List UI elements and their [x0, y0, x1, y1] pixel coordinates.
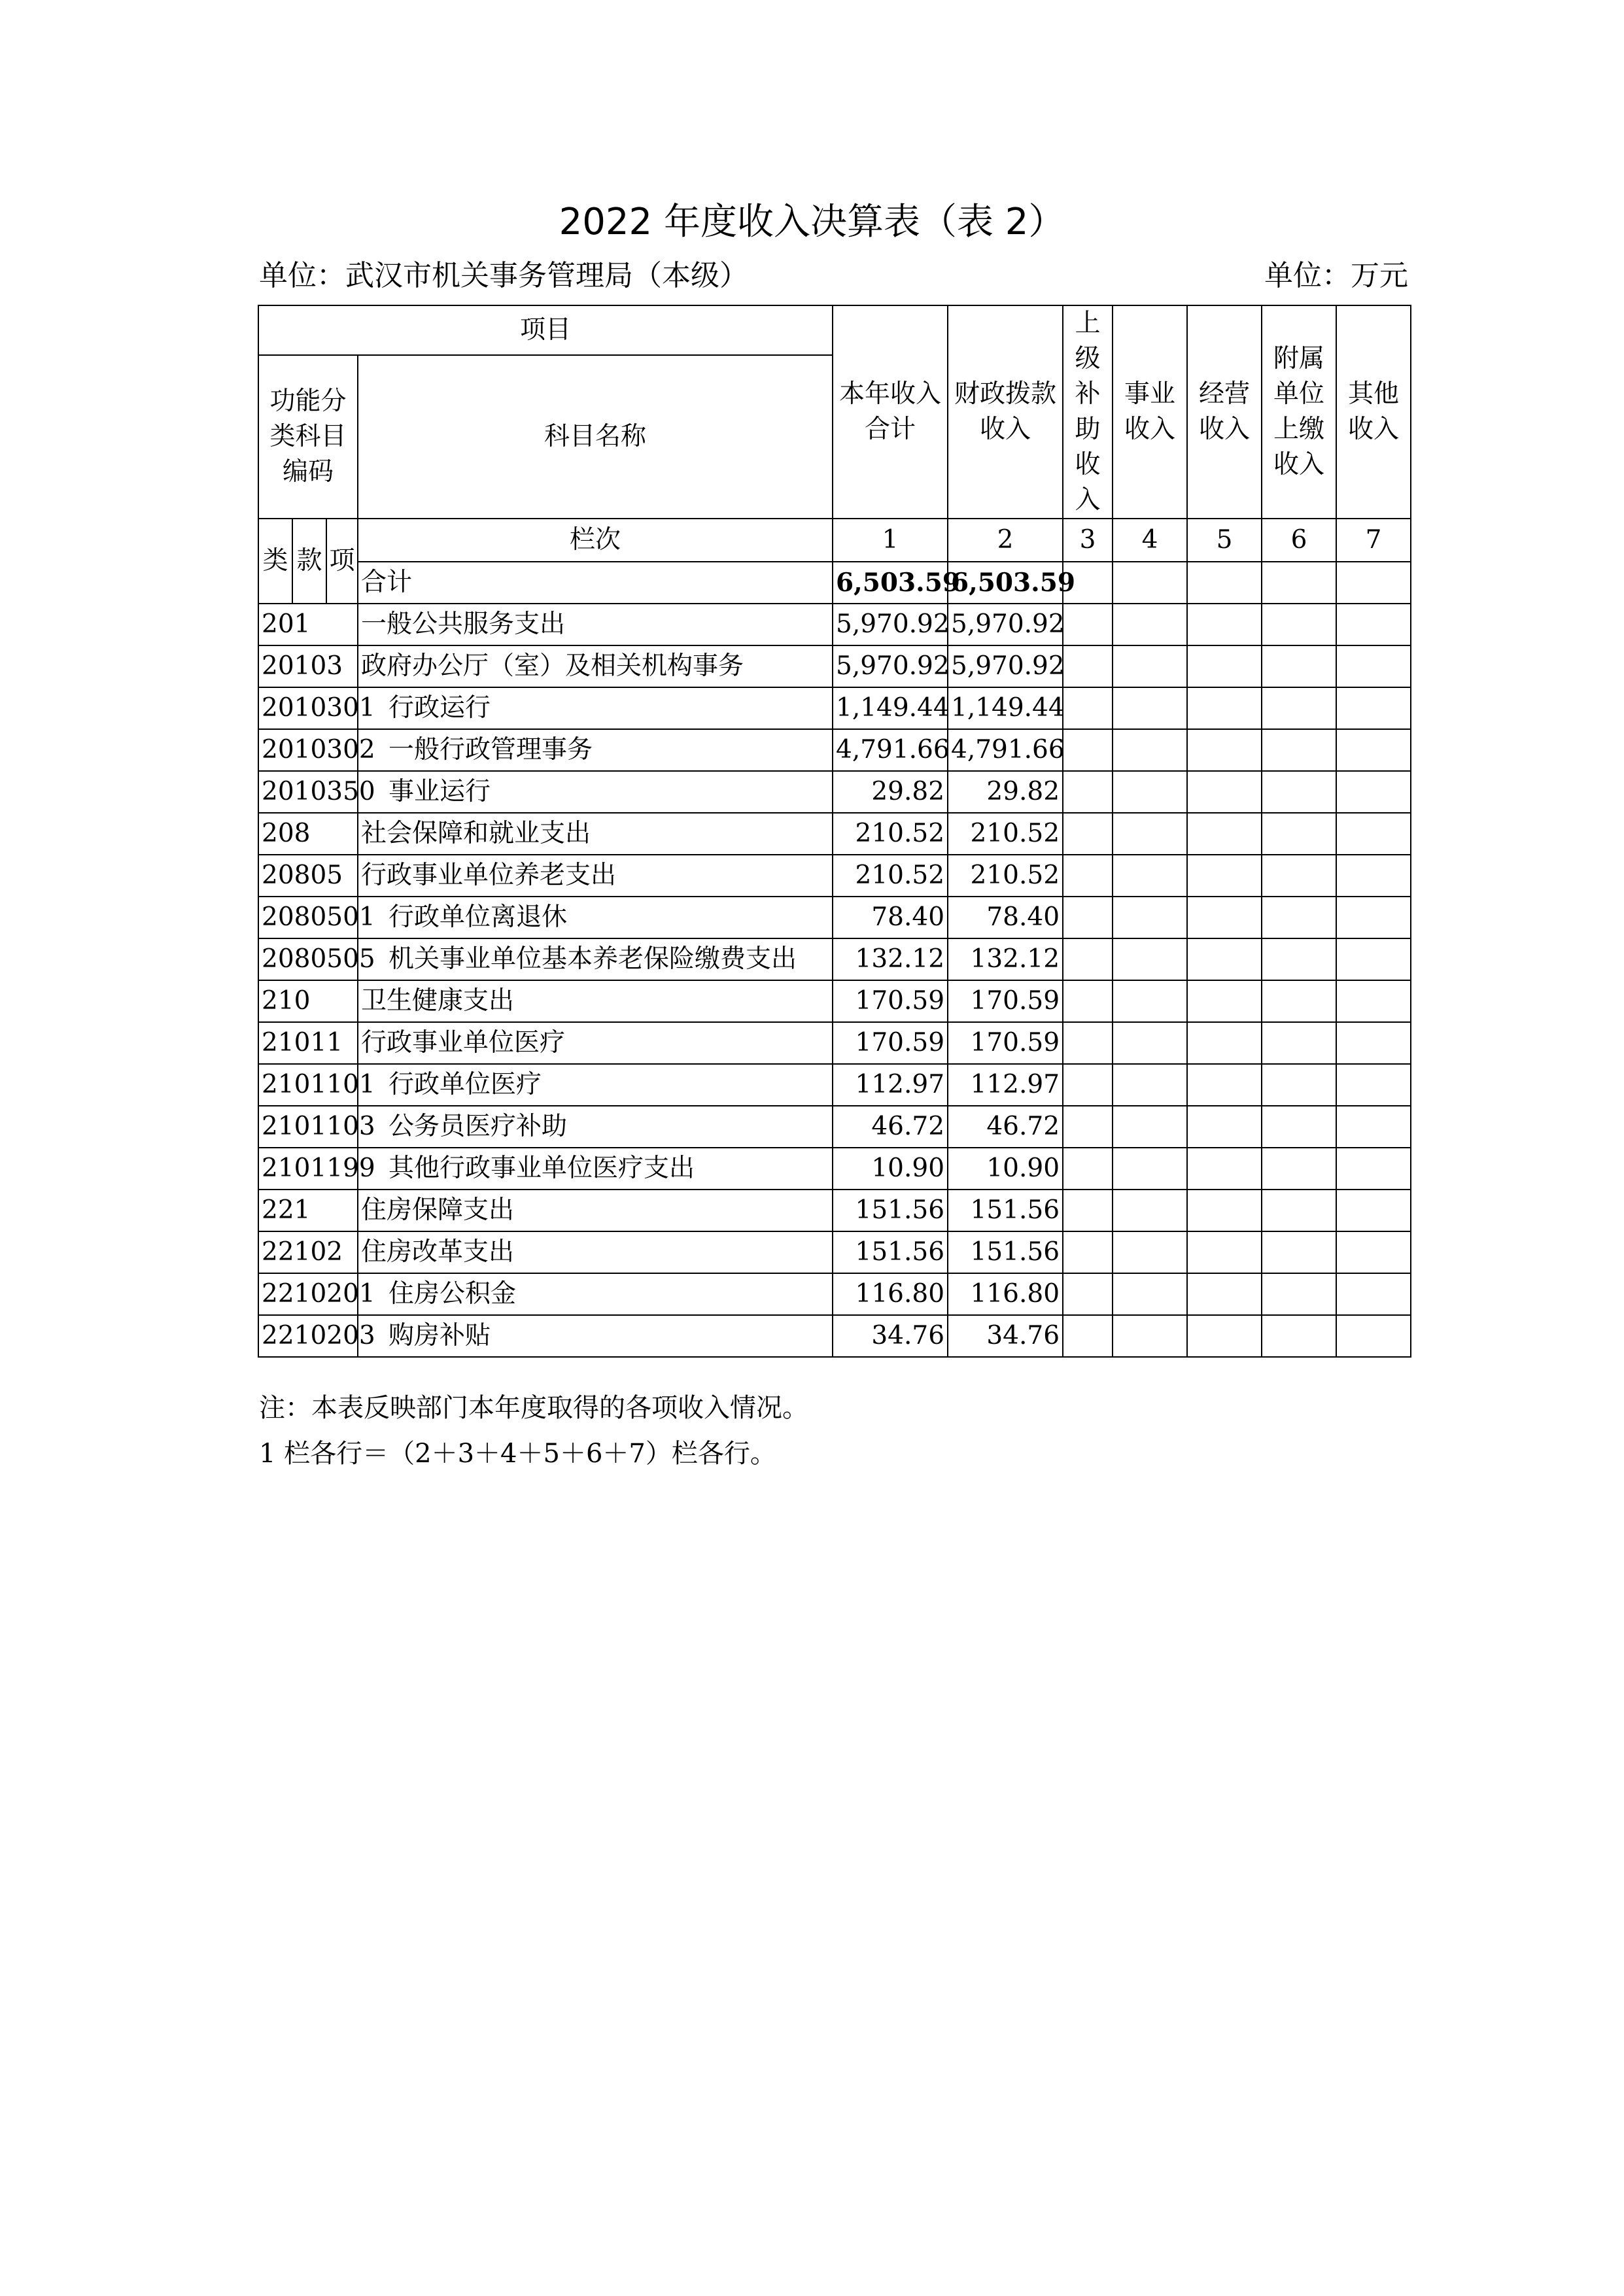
empty-cell	[1187, 1190, 1262, 1231]
total-income-value: 210.52	[833, 855, 948, 897]
empty-cell	[1187, 1273, 1262, 1315]
table-row	[258, 1022, 1411, 1064]
empty-cell	[1336, 1231, 1411, 1273]
subject-code: 201	[258, 604, 358, 645]
empty-cell	[1336, 897, 1411, 938]
empty-cell	[1336, 855, 1411, 897]
empty-cell	[1063, 1106, 1113, 1148]
subject-name: 行政单位离退休	[358, 897, 833, 938]
subject-code: 20805	[258, 855, 358, 897]
subject-code: 2080505	[258, 938, 358, 980]
subject-name: 机关事业单位基本养老保险缴费支出	[358, 938, 833, 980]
empty-cell	[1113, 1022, 1187, 1064]
empty-cell	[1187, 1022, 1262, 1064]
table-row	[258, 897, 1411, 938]
empty-cell	[1262, 1022, 1336, 1064]
subject-code: 2101101	[258, 1064, 358, 1106]
fiscal-income-value: 29.82	[948, 771, 1063, 813]
table-row	[258, 1190, 1411, 1231]
subject-name: 行政事业单位养老支出	[358, 855, 833, 897]
empty-cell	[1336, 604, 1411, 645]
header-func-code: 功能分类科目编码	[258, 355, 358, 519]
empty-cell	[1063, 938, 1113, 980]
empty-cell	[1063, 1315, 1113, 1357]
empty-cell	[1063, 687, 1113, 729]
empty-cell	[1262, 604, 1336, 645]
subject-name: 卫生健康支出	[358, 980, 833, 1022]
fiscal-income-value: 210.52	[948, 813, 1063, 855]
empty-cell	[1336, 1315, 1411, 1357]
subject-name: 行政单位医疗	[358, 1064, 833, 1106]
empty-cell	[1336, 687, 1411, 729]
table-row	[258, 729, 1411, 771]
empty-cell	[1262, 1231, 1336, 1273]
empty-cell	[1262, 938, 1336, 980]
fiscal-income-value: 170.59	[948, 1022, 1063, 1064]
subject-code: 210	[258, 980, 358, 1022]
total-income-value: 170.59	[833, 1022, 948, 1064]
empty-cell	[1187, 1148, 1262, 1190]
empty-cell	[1113, 645, 1187, 687]
total-income-value: 4,791.66	[833, 729, 948, 771]
table-row	[258, 604, 1411, 645]
empty-cell	[1187, 938, 1262, 980]
empty-cell	[1063, 1273, 1113, 1315]
empty-cell	[1262, 1064, 1336, 1106]
header-affiliated: 附属单位上缴收入	[1262, 305, 1336, 519]
empty-cell	[1336, 645, 1411, 687]
empty-cell	[1336, 1273, 1411, 1315]
empty-cell	[1063, 1022, 1113, 1064]
footnote-1: 注：本表反映部门本年度取得的各项收入情况。	[259, 1393, 808, 1423]
empty-cell	[1336, 938, 1411, 980]
subject-code: 2080501	[258, 897, 358, 938]
fiscal-income-value: 5,970.92	[948, 604, 1063, 645]
empty-cell	[1336, 1022, 1411, 1064]
empty-cell	[1113, 813, 1187, 855]
fiscal-income-value: 132.12	[948, 938, 1063, 980]
header-lei: 类	[258, 519, 292, 604]
empty-cell	[1063, 980, 1113, 1022]
empty-cell	[1063, 1148, 1113, 1190]
fiscal-income-value: 151.56	[948, 1231, 1063, 1273]
empty-cell	[1262, 729, 1336, 771]
empty-cell	[1113, 604, 1187, 645]
empty-cell	[1262, 645, 1336, 687]
empty-cell	[1113, 855, 1187, 897]
fiscal-income-value: 10.90	[948, 1148, 1063, 1190]
empty-cell	[1262, 897, 1336, 938]
subject-code: 208	[258, 813, 358, 855]
income-table	[258, 305, 1411, 1358]
empty-cell	[1187, 604, 1262, 645]
total-fiscal: 6,503.59	[948, 562, 1063, 604]
table-row	[258, 645, 1411, 687]
header-lanci: 栏次	[358, 519, 833, 562]
subject-name: 购房补贴	[358, 1315, 833, 1357]
empty-cell	[1187, 645, 1262, 687]
total-income-value: 10.90	[833, 1148, 948, 1190]
header-row-1	[258, 305, 1411, 355]
col-num: 1	[833, 519, 948, 562]
total-income-value: 78.40	[833, 897, 948, 938]
total-income-value: 210.52	[833, 813, 948, 855]
col-num: 4	[1113, 519, 1187, 562]
total-income-value: 5,970.92	[833, 604, 948, 645]
subject-code: 2010302	[258, 729, 358, 771]
empty-cell	[1262, 687, 1336, 729]
subject-code: 2010301	[258, 687, 358, 729]
fiscal-income-value: 78.40	[948, 897, 1063, 938]
empty-cell	[1336, 980, 1411, 1022]
table-row	[258, 1064, 1411, 1106]
empty-cell	[1187, 855, 1262, 897]
table-row	[258, 938, 1411, 980]
empty-cell	[1113, 980, 1187, 1022]
empty-cell	[1113, 729, 1187, 771]
col-num: 6	[1262, 519, 1336, 562]
subject-name: 社会保障和就业支出	[358, 813, 833, 855]
empty-cell	[1113, 1315, 1187, 1357]
fiscal-income-value: 151.56	[948, 1190, 1063, 1231]
empty-cell	[1113, 1231, 1187, 1273]
subject-name: 其他行政事业单位医疗支出	[358, 1148, 833, 1190]
col-num: 2	[948, 519, 1063, 562]
empty-cell	[1113, 1190, 1187, 1231]
total-income-value: 29.82	[833, 771, 948, 813]
empty-cell	[1187, 1106, 1262, 1148]
subject-code: 2210203	[258, 1315, 358, 1357]
empty-cell	[1262, 1106, 1336, 1148]
empty-cell	[1336, 1148, 1411, 1190]
empty-cell	[1336, 1190, 1411, 1231]
subject-code: 2210201	[258, 1273, 358, 1315]
empty-cell	[1113, 1064, 1187, 1106]
header-xiang: 项	[326, 519, 358, 604]
subject-code: 20103	[258, 645, 358, 687]
empty-cell	[1336, 813, 1411, 855]
fiscal-income-value: 4,791.66	[948, 729, 1063, 771]
fiscal-income-value: 210.52	[948, 855, 1063, 897]
empty-cell	[1187, 1064, 1262, 1106]
subject-name: 政府办公厅（室）及相关机构事务	[358, 645, 833, 687]
table-row	[258, 1106, 1411, 1148]
total-row	[258, 562, 1411, 604]
empty-cell	[1187, 687, 1262, 729]
total-income-value: 5,970.92	[833, 645, 948, 687]
currency-unit: 单位：万元	[1264, 259, 1408, 292]
empty-cell	[1187, 729, 1262, 771]
empty-cell	[1262, 855, 1336, 897]
subject-name: 事业运行	[358, 771, 833, 813]
col-num: 7	[1336, 519, 1411, 562]
subject-code: 221	[258, 1190, 358, 1231]
empty-cell	[1113, 771, 1187, 813]
fiscal-income-value: 46.72	[948, 1106, 1063, 1148]
fiscal-income-value: 34.76	[948, 1315, 1063, 1357]
empty-cell	[1113, 1148, 1187, 1190]
table-row	[258, 687, 1411, 729]
col-num: 3	[1063, 519, 1113, 562]
empty-cell	[1063, 855, 1113, 897]
empty-cell	[1063, 729, 1113, 771]
header-business: 经营收入	[1187, 305, 1262, 519]
empty-cell	[1262, 980, 1336, 1022]
header-item: 项目	[258, 305, 833, 355]
empty-cell	[1113, 897, 1187, 938]
empty-cell	[1262, 771, 1336, 813]
subject-name: 一般行政管理事务	[358, 729, 833, 771]
empty-cell	[1113, 1273, 1187, 1315]
empty-cell	[1262, 1190, 1336, 1231]
col-num: 5	[1187, 519, 1262, 562]
subject-code: 21011	[258, 1022, 358, 1064]
empty-cell	[1187, 1315, 1262, 1357]
total-income-value: 34.76	[833, 1315, 948, 1357]
empty-cell	[1336, 729, 1411, 771]
header-row-3	[258, 519, 1411, 562]
subject-name: 公务员医疗补助	[358, 1106, 833, 1148]
total-income-value: 46.72	[833, 1106, 948, 1148]
subject-code: 2101103	[258, 1106, 358, 1148]
total-income-value: 151.56	[833, 1190, 948, 1231]
subject-name: 住房公积金	[358, 1273, 833, 1315]
empty-cell	[1063, 645, 1113, 687]
empty-cell	[1063, 1231, 1113, 1273]
table-row	[258, 813, 1411, 855]
empty-cell	[1063, 1190, 1113, 1231]
empty-cell	[1063, 897, 1113, 938]
total-income-value: 116.80	[833, 1273, 948, 1315]
page-title: 2022 年度收入决算表（表 2）	[559, 201, 1065, 243]
fiscal-income-value: 112.97	[948, 1064, 1063, 1106]
empty-cell	[1063, 1064, 1113, 1106]
empty-cell	[1336, 771, 1411, 813]
total-income-value: 112.97	[833, 1064, 948, 1106]
empty-cell	[1187, 897, 1262, 938]
empty-cell	[1262, 813, 1336, 855]
empty-cell	[1113, 1106, 1187, 1148]
empty-cell	[1336, 1064, 1411, 1106]
table-row	[258, 980, 1411, 1022]
unit-name: 单位：武汉市机关事务管理局（本级）	[259, 259, 748, 292]
total-label: 合计	[358, 562, 833, 604]
subject-name: 一般公共服务支出	[358, 604, 833, 645]
subject-name: 行政运行	[358, 687, 833, 729]
empty-cell	[1187, 771, 1262, 813]
total-income-value: 1,149.44	[833, 687, 948, 729]
subject-code: 2010350	[258, 771, 358, 813]
header-other: 其他收入	[1336, 305, 1411, 519]
empty-cell	[1113, 938, 1187, 980]
subject-name: 住房保障支出	[358, 1190, 833, 1231]
subject-code: 2101199	[258, 1148, 358, 1190]
header-total-income: 本年收入合计	[833, 305, 948, 519]
subject-name: 住房改革支出	[358, 1231, 833, 1273]
footnote-2: 1 栏各行＝（2＋3＋4＋5＋6＋7）栏各行。	[259, 1439, 776, 1469]
table-row	[258, 1148, 1411, 1190]
header-fiscal: 财政拨款收入	[948, 305, 1063, 519]
total-amount: 6,503.59	[833, 562, 948, 604]
fiscal-income-value: 1,149.44	[948, 687, 1063, 729]
total-income-value: 132.12	[833, 938, 948, 980]
subject-name: 行政事业单位医疗	[358, 1022, 833, 1064]
table-row	[258, 1231, 1411, 1273]
total-income-value: 151.56	[833, 1231, 948, 1273]
table-row	[258, 1273, 1411, 1315]
table-row	[258, 855, 1411, 897]
empty-cell	[1262, 1273, 1336, 1315]
table-row	[258, 771, 1411, 813]
table-row	[258, 1315, 1411, 1357]
subject-code: 22102	[258, 1231, 358, 1273]
empty-cell	[1336, 1106, 1411, 1148]
total-income-value: 170.59	[833, 980, 948, 1022]
empty-cell	[1063, 604, 1113, 645]
empty-cell	[1063, 813, 1113, 855]
header-subject-name: 科目名称	[358, 355, 833, 519]
header-career: 事业收入	[1113, 305, 1187, 519]
empty-cell	[1262, 1315, 1336, 1357]
fiscal-income-value: 5,970.92	[948, 645, 1063, 687]
empty-cell	[1187, 980, 1262, 1022]
empty-cell	[1187, 1231, 1262, 1273]
empty-cell	[1262, 1148, 1336, 1190]
header-kuan: 款	[292, 519, 326, 604]
fiscal-income-value: 170.59	[948, 980, 1063, 1022]
empty-cell	[1113, 687, 1187, 729]
empty-cell	[1063, 771, 1113, 813]
empty-cell	[1187, 813, 1262, 855]
fiscal-income-value: 116.80	[948, 1273, 1063, 1315]
header-superior: 上级补助收入	[1063, 305, 1113, 519]
